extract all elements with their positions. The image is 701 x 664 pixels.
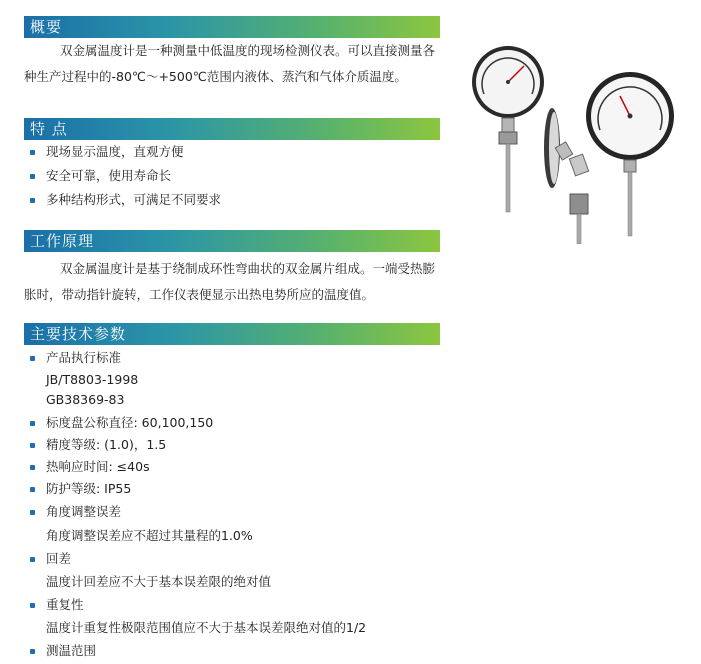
overview-text: 双金属温度计是一种测量中低温度的现场检测仪表。可以直接测量各种生产过程中的-80℃～+500℃范围内液体、蒸汽和气体介质温度。 xyxy=(24,43,436,84)
bullet-icon xyxy=(30,443,35,448)
bullet-icon xyxy=(30,150,35,155)
list-item: 标度盘公称直径: 60,100,150 xyxy=(24,412,444,434)
list-item: 安全可靠，使用寿命长 xyxy=(24,164,444,188)
list-subitem: 温度计重复性极限范围值应不大于基本误差限绝对值的1/2 xyxy=(46,620,367,635)
bullet-icon xyxy=(30,603,35,608)
thermometer-product-image xyxy=(458,44,676,244)
list-item: 热响应时间: ≤40s xyxy=(24,456,444,478)
list-item: 测温范围 xyxy=(24,640,444,662)
bullet-icon xyxy=(30,510,35,515)
principle-header: 工作原理 xyxy=(24,230,440,252)
bullet-icon xyxy=(30,356,35,361)
specs-header: 主要技术参数 xyxy=(24,323,440,345)
bullet-icon xyxy=(30,487,35,492)
list-subitem: JB/T8803-1998 xyxy=(46,372,139,387)
list-item: 防护等级: IP55 xyxy=(24,478,444,500)
list-item: 现场显示温度，直观方便 xyxy=(24,140,444,164)
bullet-icon xyxy=(30,198,35,203)
overview-header: 概要 xyxy=(24,16,440,38)
bullet-icon xyxy=(30,465,35,470)
features-header: 特 点 xyxy=(24,118,440,140)
bullet-icon xyxy=(30,174,35,179)
list-item: 角度调整误差 xyxy=(24,500,444,524)
list-item: 产品执行标准 xyxy=(24,346,444,370)
features-list xyxy=(24,140,444,212)
list-item: 回差 xyxy=(24,548,444,570)
bullet-icon xyxy=(30,421,35,426)
list-subitem: GB38369-83 xyxy=(46,392,125,407)
specs-list xyxy=(24,346,444,662)
bullet-icon xyxy=(30,649,35,654)
list-item: 精度等级: (1.0)，1.5 xyxy=(24,434,444,456)
list-subitem: 角度调整误差应不超过其量程的1.0% xyxy=(46,528,253,543)
principle-text: 双金属温度计是基于绕制成环性弯曲状的双金属片组成。一端受热膨胀时，带动指针旋转，工作仪表便显示出热电势所应的温度值。 xyxy=(24,261,436,302)
list-item: 重复性 xyxy=(24,594,444,616)
list-subitem: 温度计回差应不大于基本误差限的绝对值 xyxy=(46,574,272,589)
bullet-icon xyxy=(30,557,35,562)
list-item: 多种结构形式，可满足不同要求 xyxy=(24,188,444,212)
